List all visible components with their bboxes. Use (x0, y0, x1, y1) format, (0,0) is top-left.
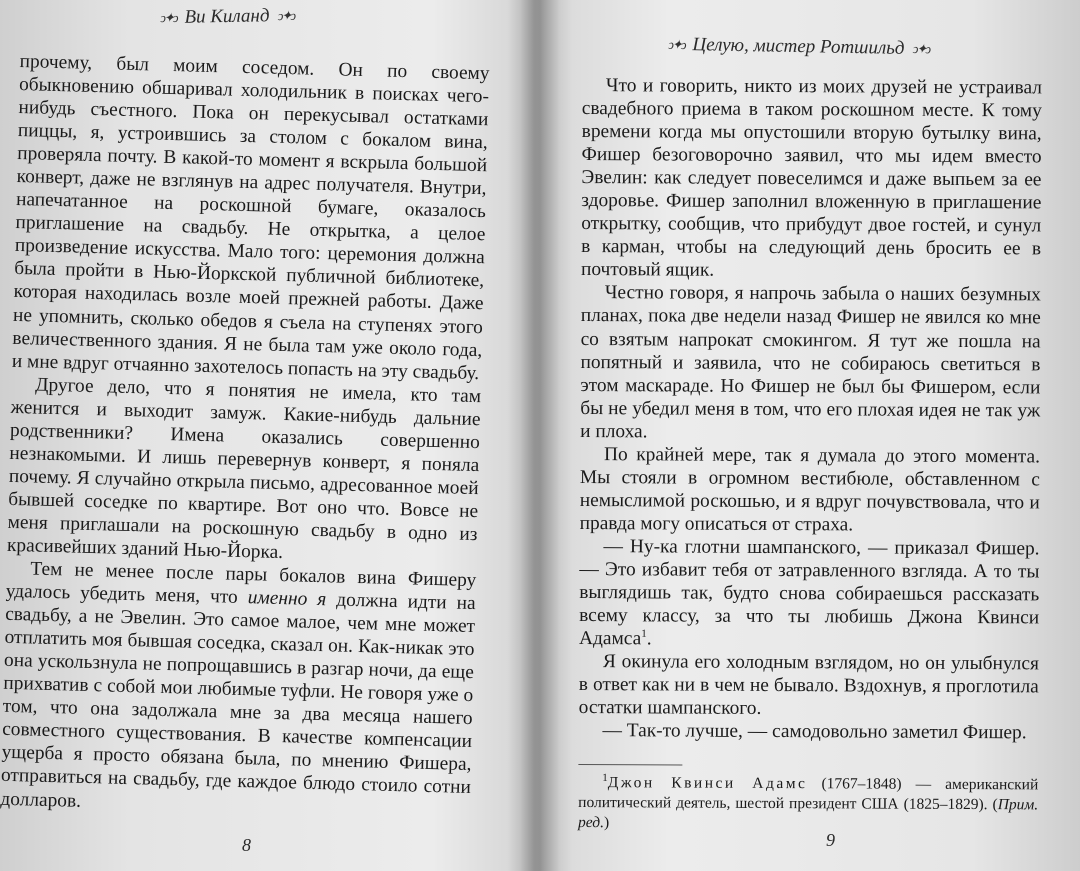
paragraph: Другое дело, что я понятия не имела, кто там женится и выходит замуж. Какие-нибудь дальние родственники? Имена оказались совершенно незнакомыми. И лишь перевернув конверт, я поняла почему. Я случайно открыла письмо, адресованное моей бывшей соседке по квартире. Вот оно что. Вовсе не меня приглашали на роскошную свадьбу в одно из красивейших зданий Нью-Йорка. (6, 374, 482, 564)
right-running-head (668, 34, 929, 61)
footnote-text: (1767–1848) — американский политический деятель, шестой президент США (1825–1829). ( (578, 775, 1039, 814)
footnote-number: 1 (602, 772, 608, 785)
paragraph-text: должна идти на свадьбу, а не Эвелин. Это самое малое, чем мне может отплатить моя бывшая соседка, сказал он. Как-никак это она ускользнула не попрощавшись в разгар ночи, да еще прихватив с собой мои любимые туфли. Не говоря уже о том, что она задолжала мне за два месяца нашего совместного существования. В качестве компенсации ущерба я просто обязана была, по мнению Фишера, отправиться на свадьбу, где каждое блюдо стоило сотни долларов. (0, 589, 476, 812)
paragraph-text: Тем не менее после пары бокалов вина Фишеру удалось убедить меня, что (5, 558, 477, 609)
paragraph: — Так-то лучше, — самодовольно заметил Фишер. (602, 720, 1027, 744)
paragraph: По крайней мере, так я думала до этого момента. Мы стояли в огромном вестибюле, обставленном с немыслимой роскошью, и я вдруг почувствовала, что и правда могу описаться от страха. (579, 443, 1041, 536)
paragraph: Честно говоря, я напрочь забыла о наших безумных планах, пока две недели назад Фишер не явился ко мне со взятым напрокат смокингом. Я тут же пошла на попятный и заявила, что не собираюсь светиться в этом маскараде. Но Фишер не был бы Фишером, если бы не убедил меня в том, что его плохая идея не так уж и плоха. (580, 282, 1041, 443)
ornament-icon: ↄ✦ↄ (667, 36, 685, 53)
right-body-text (578, 74, 1042, 836)
book-title: Целую, мистер Ротшильд (692, 34, 905, 59)
footnote-name: Джон Квинси Адамс (607, 774, 808, 793)
paragraph-text: — Ну-ка глотни шампанского, — приказал Фишер. — Это избавит тебя от затравленного взгляда. А то ты выглядишь так, будто снова собираешься рассказать всему классу, за что ты любишь Джона Квинси Адамса (578, 536, 1040, 650)
author-name: Ви Киланд (184, 5, 270, 28)
left-body-text (0, 50, 490, 823)
paragraph (0, 557, 476, 823)
ornament-icon: ↄ✦ↄ (159, 9, 177, 26)
left-running-head (160, 5, 294, 29)
paragraph (579, 535, 1040, 653)
ornament-icon: ↄ✦ↄ (277, 7, 295, 24)
footnote-divider (578, 764, 682, 766)
paragraph: Что и говорить, никто из моих друзей не устраивал свадебного приема в таком роскошном месте. К тому времени когда мы опустошили вторую бутылку вина, Фишер безоговорочно заявил, что мы идем вместо Эвелин: как следует повеселимся и даже выпьем за ее здоровье. Фишер заполнил вложенную в приглашение открытку, сообщив, что прибудут двое гостей, и сунул в карман, чтобы на следующий день бросить ее в почтовый ящик. (580, 75, 1042, 282)
footnote-editor-note: Прим. ред. (578, 796, 1039, 832)
page-number: 9 (826, 830, 835, 850)
paragraph: прочему, был моим соседом. Он по своему обыкновению обшаривал холодильник в поисках чего-нибудь съестного. Пока он перекусывал остатками пиццы, я, устроившись за столом с бокалом вина, проверяла почту. В какой-то момент я вскрыла большой конверт, даже не взглянув на адрес получателя. Внутри, напечатанное на роскошной бумаге, оказалось приглашение на свадьбу. Не открытка, а целое произведение искусства. Мало того: церемония должна была пройти в Нью-Йоркской публичной библиотеке, которая находилась возле моей прежней работы. Даже не упомнить, сколько обедов я съела на ступенях этого величественного здания. Я не была там уже около года, и мне вдруг отчаянно захотелось попасть на эту свадьбу. (11, 50, 490, 384)
footnote-marker: 1 (641, 627, 647, 641)
page-number: 8 (242, 835, 251, 855)
footnote (578, 773, 1038, 835)
italic-emphasis: именно я (247, 587, 327, 611)
paragraph-text: . (646, 628, 652, 650)
right-page (548, 0, 1080, 871)
left-page (0, 0, 530, 871)
ornament-icon: ↄ✦ↄ (912, 40, 930, 57)
footnote-close: ) (604, 814, 610, 832)
paragraph: Я окинула его холодным взглядом, но он улыбнулся в ответ как ни в чем не бывало. Вздохнув, я проглотила остатки шампанского. (578, 651, 1039, 720)
